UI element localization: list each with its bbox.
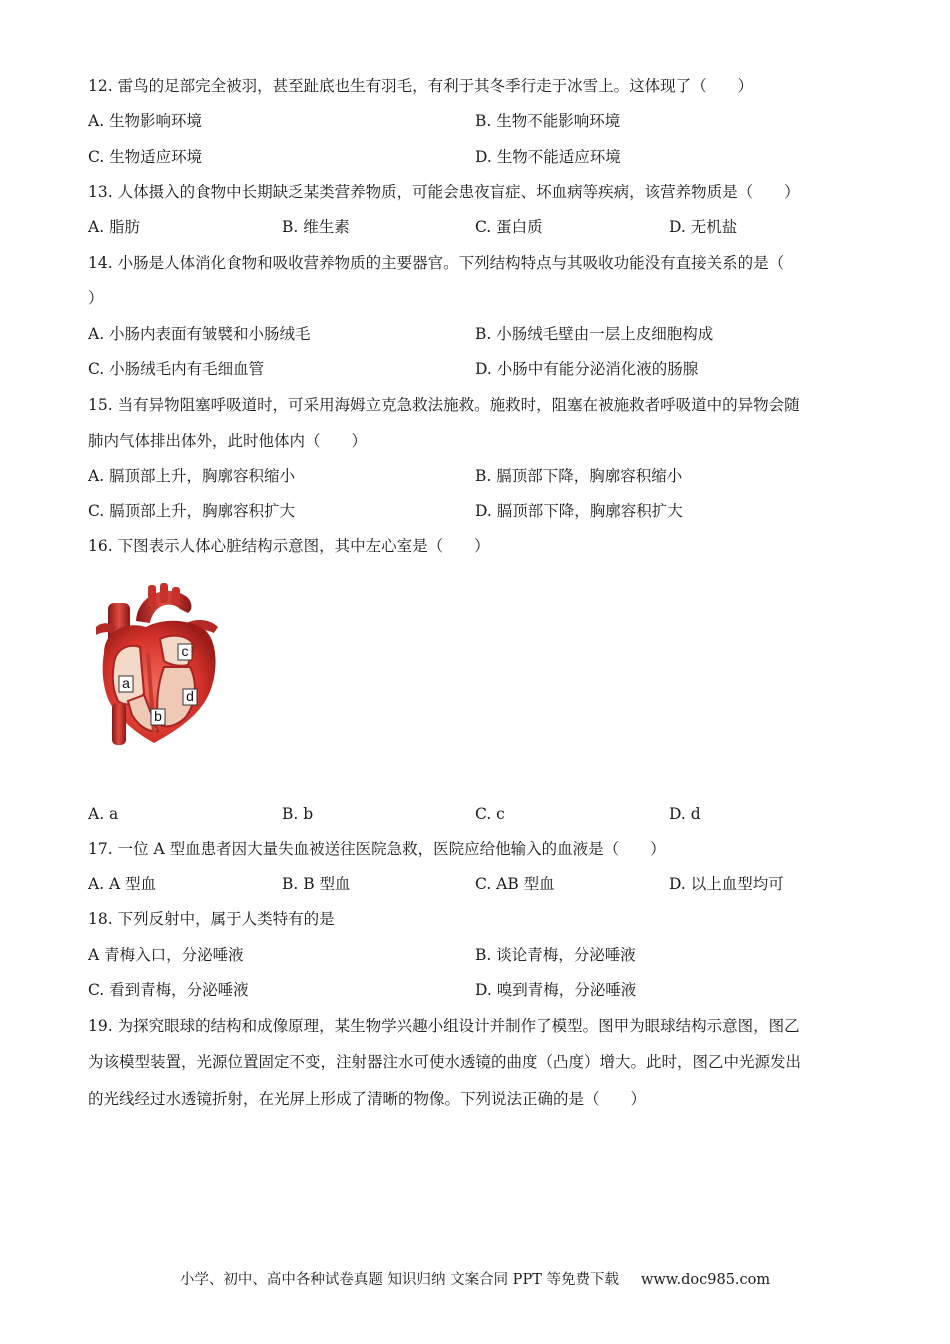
question-18-option-c: C. 看到青梅，分泌唾液 [88, 981, 249, 999]
heart-label-a: a [122, 675, 130, 691]
question-16-stem: 16. 下图表示人体心脏结构示意图，其中左心室是（ ） [88, 537, 490, 555]
question-16-option-c: C. c [475, 805, 505, 823]
heart-label-d: d [186, 688, 194, 704]
question-16-option-a: A. a [88, 805, 119, 823]
question-14-stem-line-2: ） [88, 289, 104, 307]
question-13-stem: 13. 人体摄入的食物中长期缺乏某类营养物质，可能会患夜盲症、坏血病等疾病，该营养物质是（ ） [88, 183, 800, 201]
question-12-stem: 12. 雷鸟的足部完全被羽，甚至趾底也生有羽毛，有利于其冬季行走于冰雪上。这体现了（ ） [88, 77, 754, 95]
question-14-option-b: B. 小肠绒毛壁由一层上皮细胞构成 [475, 325, 714, 343]
question-14-option-d: D. 小肠中有能分泌消化液的肠腺 [475, 360, 699, 378]
question-15-option-d: D. 膈顶部下降，胸廓容积扩大 [475, 502, 683, 520]
question-13-option-a: A. 脂肪 [88, 218, 141, 236]
question-17-option-a: A. A 型血 [88, 875, 157, 893]
question-19-stem-line-1: 19. 为探究眼球的结构和成像原理，某生物学兴趣小组设计并制作了模型。图甲为眼球结构示意图，图乙 [88, 1017, 800, 1035]
question-18-option-a: A 青梅入口，分泌唾液 [88, 946, 244, 964]
question-12-option-a: A. 生物影响环境 [88, 112, 203, 130]
question-13-option-d: D. 无机盐 [669, 218, 738, 236]
question-18-option-d: D. 嗅到青梅，分泌唾液 [475, 981, 637, 999]
heart-label-c: c [181, 643, 189, 659]
question-13-option-c: C. 蛋白质 [475, 218, 543, 236]
question-17-stem: 17. 一位 A 型血患者因大量失血被送往医院急救，医院应给他输入的血液是（ ） [88, 840, 666, 858]
question-17-option-b: B. B 型血 [282, 875, 351, 893]
question-16-option-b: B. b [282, 805, 314, 823]
question-12-option-b: B. 生物不能影响环境 [475, 112, 621, 130]
question-14-option-a: A. 小肠内表面有皱襞和小肠绒毛 [88, 325, 311, 343]
footer-text: 小学、初中、高中各种试卷真题 知识归纳 文案合同 PPT 等免费下载 [179, 1272, 619, 1288]
question-14-option-c: C. 小肠绒毛内有毛细血管 [88, 360, 265, 378]
question-19-stem-line-3: 的光线经过水透镜折射，在光屏上形成了清晰的物像。下列说法正确的是（ ） [88, 1090, 647, 1108]
question-15-option-c: C. 膈顶部上升，胸廓容积扩大 [88, 502, 296, 520]
question-15-stem-line-1: 15. 当有异物阻塞呼吸道时，可采用海姆立克急救法施救。施救时，阻塞在被施救者呼吸道中的异物会随 [88, 396, 800, 414]
question-18-stem: 18. 下列反射中，属于人类特有的是 [88, 910, 335, 928]
question-12-option-c: C. 生物适应环境 [88, 148, 203, 166]
question-15-option-b: B. 膈顶部下降，胸廓容积缩小 [475, 467, 683, 485]
question-12-option-d: D. 生物不能适应环境 [475, 148, 621, 166]
question-18-option-b: B. 谈论青梅，分泌唾液 [475, 946, 636, 964]
question-14-stem-line-1: 14. 小肠是人体消化食物和吸收营养物质的主要器官。下列结构特点与其吸收功能没有直接关系的是（ [88, 254, 785, 272]
question-13-option-b: B. 维生素 [282, 218, 350, 236]
question-15-stem-line-2: 肺内气体排出体外，此时他体内（ ） [88, 432, 368, 450]
question-15-option-a: A. 膈顶部上升，胸廓容积缩小 [88, 467, 296, 485]
question-16-option-d: D. d [669, 805, 701, 823]
page-footer [0, 1270, 950, 1290]
question-17-option-d: D. 以上血型均可 [669, 875, 784, 893]
question-19-stem-line-2: 为该模型装置，光源位置固定不变，注射器注水可使水透镜的曲度（凸度）增大。此时，图乙中光源发出 [88, 1053, 802, 1071]
heart-diagram [88, 583, 228, 753]
question-17-option-c: C. AB 型血 [475, 875, 555, 893]
heart-label-b: b [154, 708, 162, 724]
footer-url[interactable]: www.doc985.com [640, 1272, 771, 1288]
